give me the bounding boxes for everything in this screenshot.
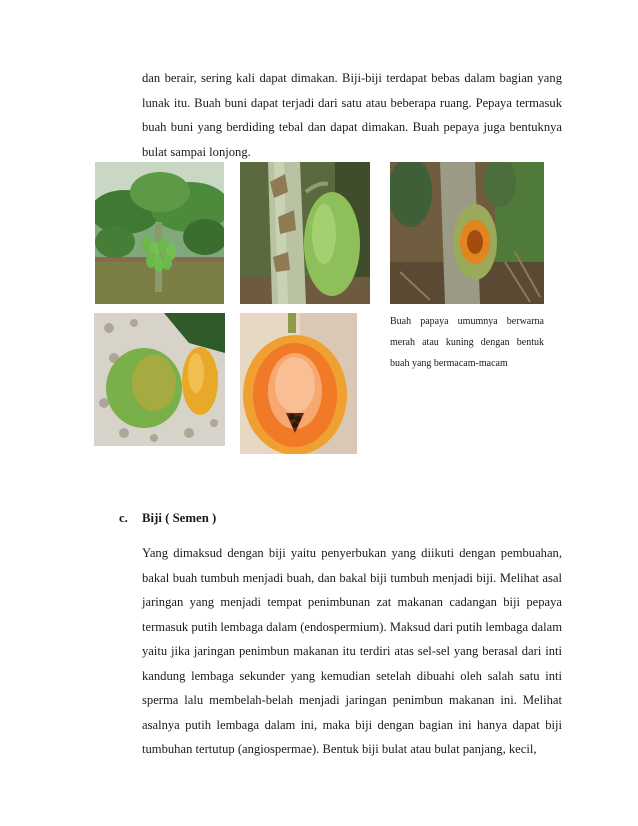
opened-papaya-on-tree-photo — [390, 162, 544, 304]
two-papayas-photo — [94, 313, 225, 446]
body-paragraph: Yang dimaksud dengan biji yaitu penyerbukan yang diikuti dengan pembuahan, bakal buah tumbuh menjadi buah, dan bakal biji tumbuh menjadi biji. Melihat asal jaringan yang menjadi tempat penimbunan zat makanan cadangan biji pepaya termasuk putih lembaga dalam (endospermium). Maksud dari putih lembaga dalam yaitu jika jaringan penimbun makanan itu terdiri atas sel-sel yang berasal dari inti kandung lembaga sekunder yang kemudian setelah dibuahi oleh salah satu inti sperma lalu membelah-belah menjadi jaringan penimbun makanan ini. Melihat asalnya putih lembaga dalam ini, maka biji dengan bagian ini hanya dapat biji tumbuhan tertutup (angiospermae). Bentuk biji bulat atau bulat panjang, kecil, — [142, 546, 562, 756]
papaya-tree-photo — [95, 162, 224, 304]
body-paragraph: dan berair, sering kali dapat dimakan. Biji-biji terdapat bebas dalam bagian yang lunak itu. Buah buni dapat terjadi dari satu atau beberapa ruang. Pepaya termasuk buah buni yang berdiding tebal dan dapat dimakan. Buah pepaya juga bentuknya bulat sampai lonjong. — [142, 71, 562, 159]
figure-caption: Buah papaya umumnya berwarna merah atau kuning dengan bentuk buah yang bermacam-macam — [390, 316, 544, 369]
section-marker: c. — [119, 511, 128, 525]
halved-papaya-photo — [240, 313, 357, 454]
section-title: Biji ( Semen ) — [142, 511, 217, 525]
green-papaya-on-trunk-photo — [240, 162, 370, 304]
section-heading — [119, 511, 216, 526]
